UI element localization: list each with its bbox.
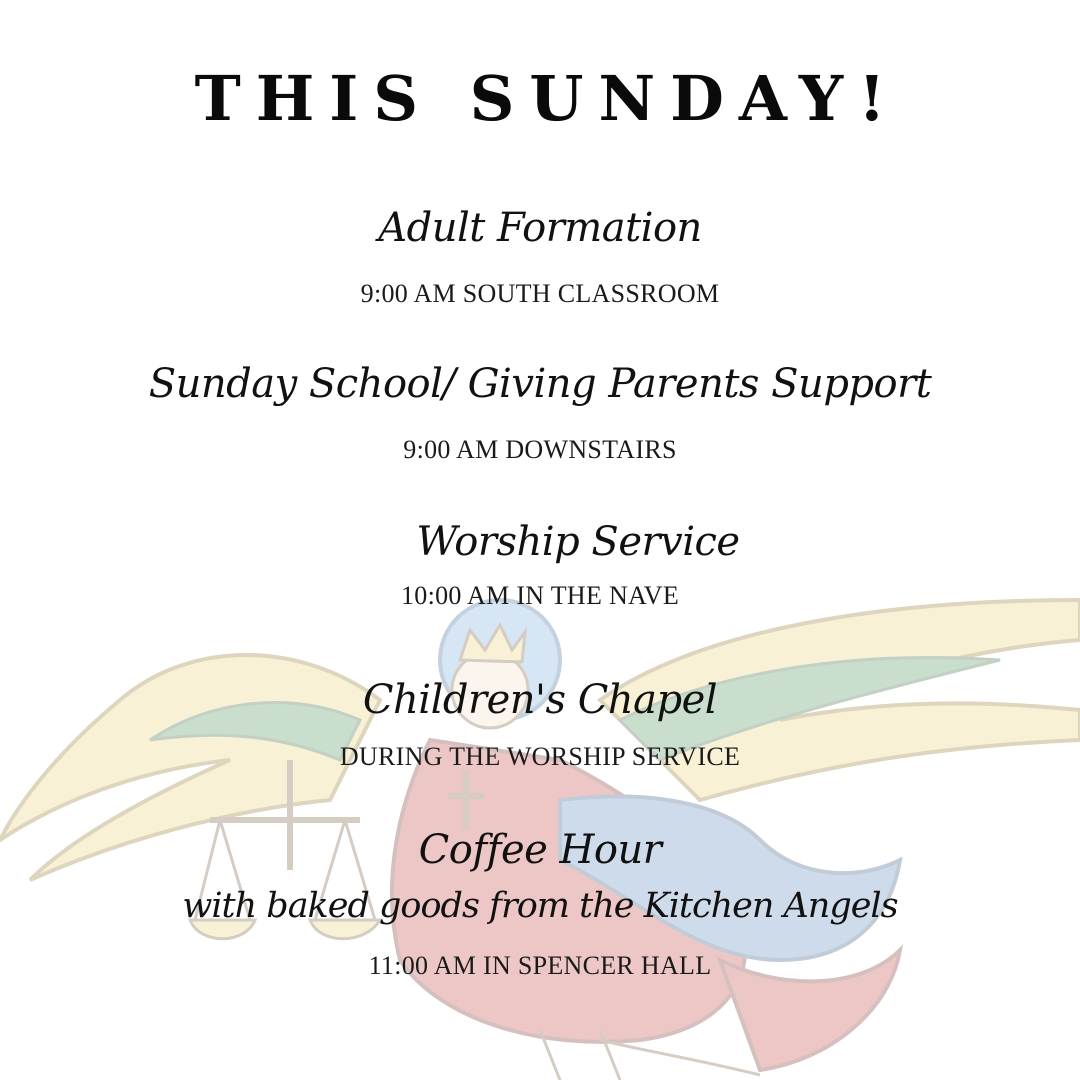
event-title-adult-formation: Adult Formation — [378, 205, 702, 251]
event-detail-coffee-hour: 11:00 AM IN SPENCER HALL — [368, 951, 712, 980]
event-title-childrens-chapel: Children's Chapel — [362, 677, 718, 723]
page-title: THIS SUNDAY! — [194, 62, 901, 135]
event-title-coffee-hour: Coffee Hour — [418, 827, 662, 873]
event-detail-childrens-chapel: DURING THE WORSHIP SERVICE — [339, 742, 741, 771]
event-detail-worship-service: 10:00 AM IN THE NAVE — [400, 581, 680, 610]
event-detail-adult-formation: 9:00 AM SOUTH CLASSROOM — [360, 279, 720, 308]
event-subtitle-coffee-hour: with baked goods from the Kitchen Angels — [182, 886, 898, 926]
event-title-sunday-school: Sunday School/ Giving Parents Support — [148, 361, 932, 407]
event-title-worship-service: Worship Service — [416, 519, 740, 565]
event-detail-sunday-school: 9:00 AM DOWNSTAIRS — [403, 435, 677, 464]
